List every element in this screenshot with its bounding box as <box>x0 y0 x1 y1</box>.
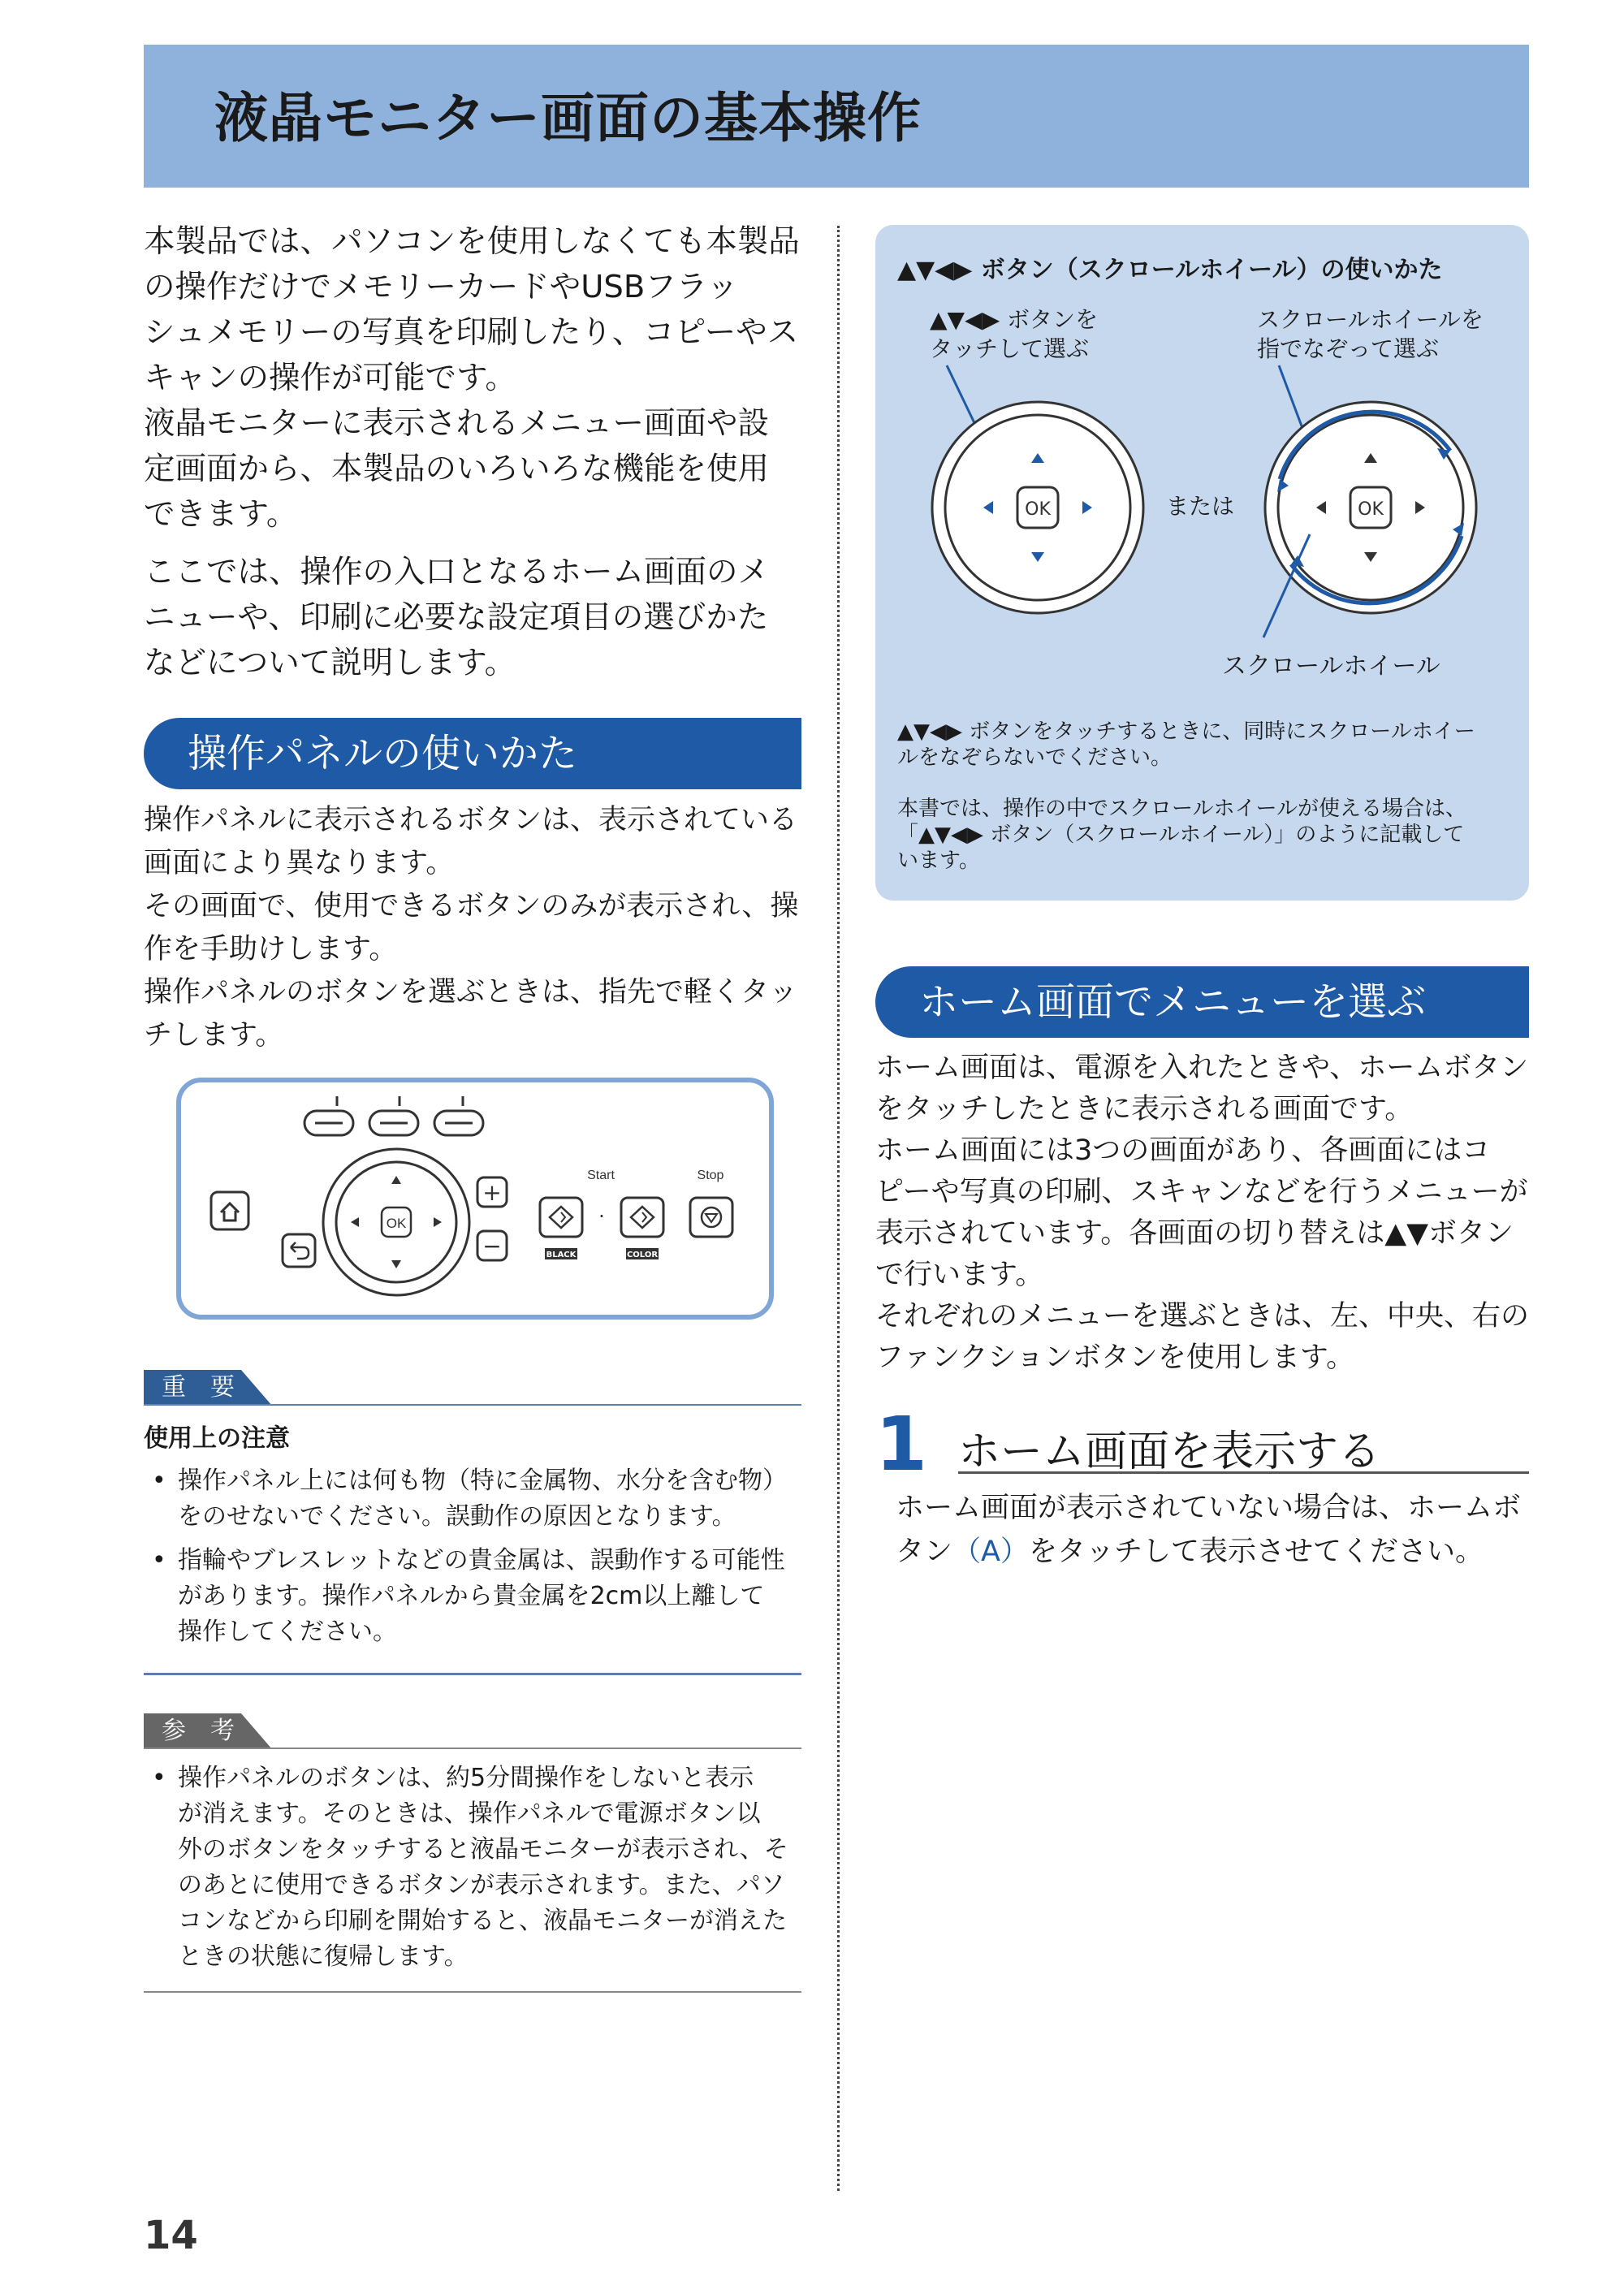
caption-line: タッチして選ぶ <box>930 335 1090 362</box>
section-heading-home <box>875 966 1529 1038</box>
section-heading-panel <box>144 718 801 789</box>
important-bullet <box>144 1463 810 1535</box>
ok-label-left: OK <box>1025 499 1051 520</box>
intro-paragraph-1 <box>144 219 810 538</box>
leader-line-right <box>1279 365 1303 430</box>
note-line: います。 <box>897 849 980 873</box>
reference-bullet <box>144 1760 810 1975</box>
plus-label: + <box>482 1179 502 1206</box>
caption-line: ▲▼◀▶ ボタンを <box>930 306 1099 333</box>
important-tab-label: 重 要 <box>162 1373 235 1402</box>
bullet-line: ときの状態に復帰します。 <box>178 1942 469 1971</box>
bullet-line: 外のボタンをタッチすると液晶モニターが表示され、そ <box>178 1835 788 1864</box>
step-heading: ホーム画面を表示する <box>958 1428 1381 1476</box>
step-number: 1 <box>875 1401 928 1488</box>
caption-line: スクロールホイールを <box>1257 306 1484 333</box>
intro-line: 定画面から、本製品のいろいろな機能を使用 <box>144 451 770 487</box>
panel-line: 操作パネルに表示されるボタンは、表示されている <box>144 804 798 836</box>
infobox-note-1 <box>897 719 1475 771</box>
important-tab <box>144 1370 274 1406</box>
home-line: ホーム画面には3つの画面があり、各画面にはコ <box>875 1134 1491 1167</box>
infobox-heading: ▲▼◀▶ ボタン（スクロールホイール）の使いかた <box>897 256 1443 284</box>
panel-line: その画面で、使用できるボタンのみが表示され、操 <box>144 890 799 922</box>
bullet-line: が消えます。そのときは、操作パネルで電源ボタン以 <box>178 1799 761 1828</box>
step-line: ホーム画面が表示されていない場合は、ホームボ <box>896 1492 1522 1524</box>
important-bullets <box>144 1463 810 1650</box>
intro-line: ここでは、操作の入口となるホーム画面のメ <box>144 554 770 590</box>
panel-line: 作を手助けします。 <box>144 933 398 966</box>
panel-line: チします。 <box>144 1019 284 1052</box>
reference-tab-label: 参 考 <box>162 1717 235 1745</box>
bullet-line: のあとに使用できるボタンが表示されます。また、パソ <box>178 1871 785 1899</box>
bullet-line: • 操作パネルのボタンは、約5分間操作をしないと表示 <box>178 1764 754 1792</box>
reference-tab <box>144 1713 274 1749</box>
intro-line: シュメモリーの写真を印刷したり、コピーやス <box>144 314 799 351</box>
intro-line: などについて説明します。 <box>144 645 516 681</box>
bullet-line: があります。操作パネルから貴金属を2cm以上離して <box>178 1582 765 1610</box>
step-line-part: タン <box>896 1536 953 1568</box>
left-caption <box>930 305 1098 364</box>
bullet-line: 操作してください。 <box>178 1618 397 1646</box>
column-divider <box>837 226 840 2191</box>
important-subheading: 使用上の注意 <box>144 1424 290 1453</box>
color-label: COLOR <box>626 1251 659 1259</box>
home-line: 表示されています。各画面の切り替えは▲▼ボタン <box>875 1217 1514 1250</box>
reference-marker: （A） <box>952 1536 1029 1568</box>
panel-description <box>144 799 810 1057</box>
step-line-part: をタッチして表示させてください。 <box>1028 1536 1484 1568</box>
panel-line: 操作パネルのボタンを選ぶときは、指先で軽くタッ <box>144 976 798 1009</box>
note-line: ▲▼◀▶ ボタンをタッチするときに、同時にスクロールホイー <box>897 719 1475 744</box>
ok-label: OK <box>386 1216 407 1231</box>
section-heading-text: 操作パネルの使いかた <box>188 731 578 776</box>
note-line: 「▲▼◀▶ ボタン（スクロールホイール）」のように記載して <box>897 823 1465 847</box>
home-line: ピーや写真の印刷、スキャンなどを行うメニューが <box>875 1176 1528 1208</box>
intro-line: できます。 <box>144 496 298 533</box>
black-label: BLACK <box>546 1251 577 1259</box>
home-line: ホーム画面は、電源を入れたときや、ホームボタン <box>875 1052 1529 1084</box>
back-button <box>283 1234 315 1267</box>
ok-label-right: OK <box>1358 499 1384 520</box>
bullet-line: をのせないでください。誤動作の原因となります。 <box>178 1502 736 1531</box>
bullet-line: • 指輪やブレスレットなどの貴金属は、誤動作する可能性 <box>178 1546 785 1575</box>
black-start-button <box>540 1198 582 1237</box>
home-line: をタッチしたときに表示される画面です。 <box>875 1093 1414 1125</box>
operation-panel-diagram <box>171 1064 780 1332</box>
important-rule <box>144 1404 801 1406</box>
intro-line: ニューや、印刷に必要な設定項目の選びかた <box>144 599 769 636</box>
step-line <box>896 1530 1545 1574</box>
important-bullet <box>144 1543 810 1650</box>
wheel-diagram <box>875 357 1529 650</box>
stop-label: Stop <box>697 1169 724 1182</box>
important-end-rule <box>144 1673 801 1675</box>
home-button <box>211 1192 248 1229</box>
infobox-note-2 <box>897 796 1466 874</box>
step-heading-rule <box>958 1471 1529 1474</box>
reference-rule <box>144 1748 801 1749</box>
note-line: ルをなぞらないでください。 <box>897 745 1173 770</box>
intro-line: キャンの操作が可能です。 <box>144 360 516 396</box>
intro-paragraph-2 <box>144 550 810 686</box>
step-text <box>896 1486 1545 1574</box>
reference-bullets <box>144 1760 810 1975</box>
right-caption <box>1257 305 1484 364</box>
reference-end-rule <box>144 1991 801 1993</box>
color-start-button <box>621 1198 663 1237</box>
intro-line: 液晶モニターに表示されるメニュー画面や設 <box>144 405 770 442</box>
home-line: それぞれのメニューを選ぶときは、左、中央、右の <box>875 1300 1530 1333</box>
page-number: 14 <box>144 2213 198 2258</box>
home-line: ファンクションボタンを使用します。 <box>875 1341 1355 1374</box>
bullet-line: • 操作パネル上には何も物（特に金属物、水分を含む物） <box>178 1467 787 1495</box>
stop-button <box>690 1198 732 1237</box>
start-label: Start <box>587 1169 615 1182</box>
caption-line: 指でなぞって選ぶ <box>1257 335 1440 362</box>
dot-separator: · <box>598 1205 605 1228</box>
wheel-label: スクロールホイール <box>1222 652 1440 680</box>
intro-line: 本製品では、パソコンを使用しなくても本製品 <box>144 223 800 260</box>
or-label: または <box>1165 493 1235 520</box>
page-title: 液晶モニター画面の基本操作 <box>214 87 922 149</box>
minus-label: − <box>482 1233 502 1259</box>
bullet-line: コンなどから印刷を開始すると、液晶モニターが消えた <box>178 1907 787 1935</box>
home-line: で行います。 <box>875 1259 1044 1291</box>
note-line: 本書では、操作の中でスクロールホイールが使える場合は、 <box>897 797 1466 821</box>
section-heading-text: ホーム画面でメニューを選ぶ <box>919 979 1427 1025</box>
panel-line: 画面により異なります。 <box>144 847 455 879</box>
intro-line: の操作だけでメモリーカードやUSBフラッ <box>144 269 738 305</box>
home-description <box>875 1048 1541 1379</box>
